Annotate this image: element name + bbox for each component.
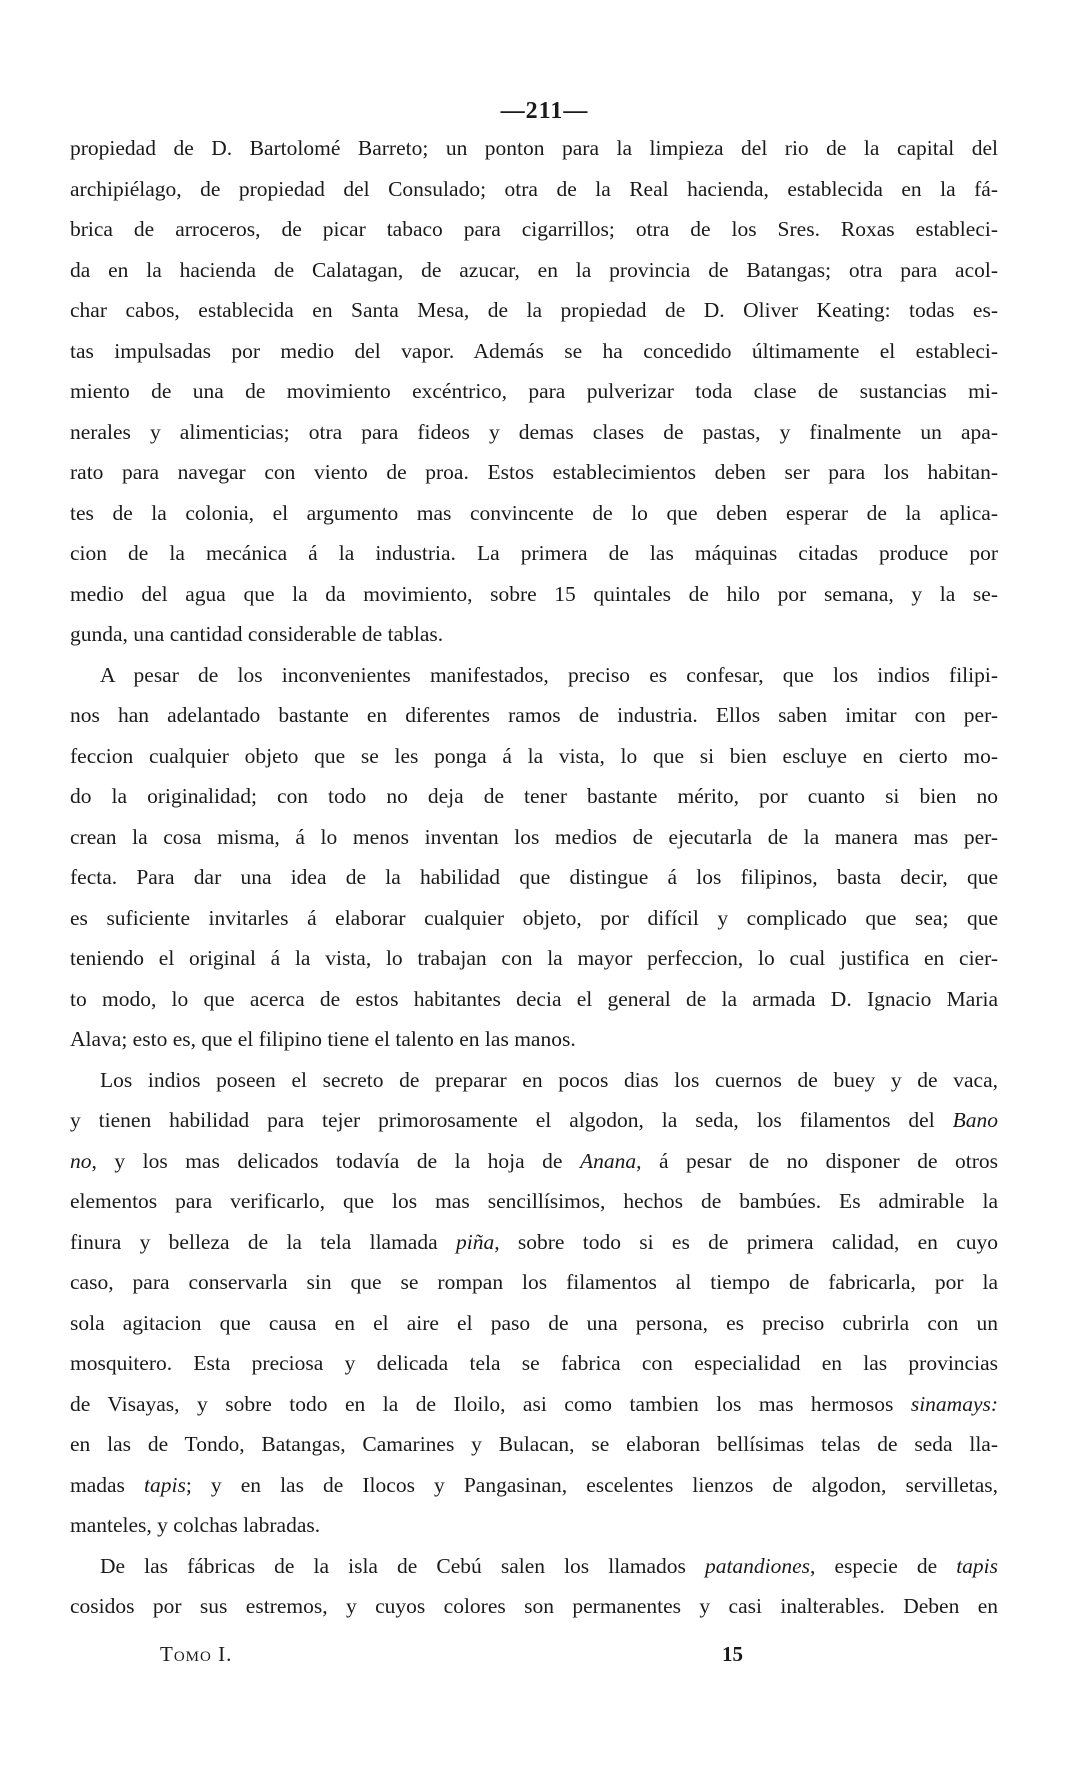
text-line: De las fábricas de la isla de Cebú salen los llamados patandiones, especie de tapis	[100, 1553, 999, 1578]
text-line: manteles, y colchas labradas.	[70, 1513, 321, 1537]
text-segment: madas	[70, 1472, 125, 1497]
body-text	[70, 128, 998, 1627]
text-line: cion de la mecánica á la industria. La primera de las máquinas citadas produce por	[70, 541, 998, 565]
text-segment-italic: Anana	[579, 1148, 637, 1173]
text-line: A pesar de los inconvenientes manifestados, preciso es confesar, que los indios filipi-	[100, 662, 998, 687]
text-segment-italic: Bano	[952, 1108, 999, 1132]
text-line: brica de arroceros, de picar tabaco para cigarrillos; otra de los Sres. Roxas estableci-	[70, 217, 998, 241]
text-segment: especie de	[834, 1553, 938, 1578]
text-line	[70, 1384, 998, 1425]
text-line: rato para navegar con viento de proa. Estos establecimientos deben ser para los habitan-	[70, 460, 998, 484]
text-line: no, y los mas delicados todavía de la hoja de Anana, á pesar de no disponer de otros	[70, 1148, 998, 1173]
page-footer	[0, 1642, 1089, 1672]
text-line: gunda, una cantidad considerable de tablas.	[70, 622, 444, 646]
text-line: crean la cosa misma, á lo menos inventan los medios de ejecutarla de la manera mas per-	[70, 824, 998, 849]
text-line: Alava; esto es, que el filipino tiene el talento en las manos.	[70, 1027, 576, 1051]
text-line: nerales y alimenticias; otra para fideos y demas clases de pastas, y finalmente un apa-	[70, 419, 998, 444]
text-line: es suficiente invitarles á elaborar cualquier objeto, por difícil y complicado que sea; que	[70, 905, 998, 930]
text-line	[70, 1100, 998, 1141]
text-line: teniendo el original á la vista, lo trabajan con la mayor perfeccion, lo cual justifica en cier-	[70, 946, 998, 970]
text-line: to modo, lo que acerca de estos habitantes decia el general de la armada D. Ignacio Maria	[70, 986, 998, 1011]
text-line: cosidos por sus estremos, y cuyos colores son permanentes y casi inalterables. Deben en	[70, 1594, 998, 1618]
text-segment-italic: patandiones	[704, 1553, 811, 1578]
text-segment: De las fábricas de la isla de Cebú salen los llamados	[100, 1553, 686, 1578]
text-line: char cabos, establecida en Santa Mesa, de la propiedad de D. Oliver Keating: todas es-	[70, 298, 998, 322]
text-line: da en la hacienda de Calatagan, de azucar, en la provincia de Batangas; otra para acol-	[70, 257, 998, 282]
signature-mark: 15	[722, 1642, 743, 1666]
text-line: Los indios poseen el secreto de preparar en pocos dias los cuernos de buey y de vaca,	[100, 1067, 998, 1092]
text-line: tes de la colonia, el argumento mas convincente de lo que deben esperar de la aplica-	[70, 500, 998, 525]
text-line: caso, para conservarla sin que se rompan los filamentos al tiempo de fabricarla, por la	[70, 1270, 998, 1294]
text-line: en las de Tondo, Batangas, Camarines y Bulacan, se elaboran bellísimas telas de seda lla-	[70, 1432, 998, 1456]
text-segment-italic: sinamays:	[910, 1391, 999, 1416]
text-line: mosquitero. Esta preciosa y delicada tela se fabrica con especialidad en las provincias	[70, 1351, 998, 1375]
text-segment: de Visayas, y sobre todo en la de Iloilo, asi como tambien los mas hermosos	[70, 1391, 894, 1416]
text-segment: y los mas delicados todavía de la hoja de	[114, 1148, 563, 1173]
text-line: finura y belleza de la tela llamada piña, sobre todo si es de primera calidad, en cuyo	[70, 1229, 999, 1254]
text-line	[70, 1465, 998, 1506]
page-number: —211—	[500, 98, 589, 124]
text-segment: finura y belleza de la tela llamada	[70, 1229, 438, 1254]
text-segment: á pesar de no disponer de otros	[658, 1148, 998, 1173]
text-segment: ; y en las de Ilocos y Pangasinan, escelentes lienzos de algodon, servilletas,	[185, 1472, 998, 1497]
text-line: propiedad de D. Bartolomé Barreto; un ponton para la limpieza del rio de la capital del	[70, 136, 998, 160]
text-line: feccion cualquier objeto que se les ponga á la vista, lo que si bien escluye en cierto mo-	[70, 743, 998, 768]
text-segment: y tienen habilidad para tejer primorosamente el algodon, la seda, los filamentos del	[70, 1108, 935, 1132]
text-segment-italic: tapis	[144, 1472, 186, 1497]
text-line: tas impulsadas por medio del vapor. Además se ha concedido últimamente el estableci-	[70, 338, 998, 363]
text-line: fecta. Para dar una idea de la habilidad que distingue á los filipinos, basta decir, que	[70, 865, 998, 889]
text-line: archipiélago, de propiedad del Consulado; otra de la Real hacienda, establecida en la fá-	[70, 176, 998, 201]
volume-label: Tomo I.	[160, 1642, 233, 1666]
text-line: medio del agua que la da movimiento, sobre 15 quintales de hilo por semana, y la se-	[70, 581, 998, 606]
text-line: do la originalidad; con todo no deja de tener bastante mérito, por cuanto si bien no	[70, 784, 998, 808]
text-line: nos han adelantado bastante en diferentes ramos de industria. Ellos saben imitar con per-	[70, 703, 998, 727]
text-line: elementos para verificarlo, que los mas sencillísimos, hechos de bambúes. Es admirable la	[70, 1189, 998, 1213]
text-line: sola agitacion que causa en el aire el paso de una persona, es preciso cubrirla con un	[70, 1310, 998, 1335]
text-segment-italic: piña	[455, 1229, 495, 1254]
text-segment-italic: no	[70, 1148, 92, 1173]
text-line: miento de una de movimiento excéntrico, para pulverizar toda clase de sustancias mi-	[70, 379, 998, 403]
text-segment: sobre todo si es de primera calidad, en cuyo	[517, 1229, 999, 1254]
text-segment-italic: tapis	[956, 1553, 999, 1578]
